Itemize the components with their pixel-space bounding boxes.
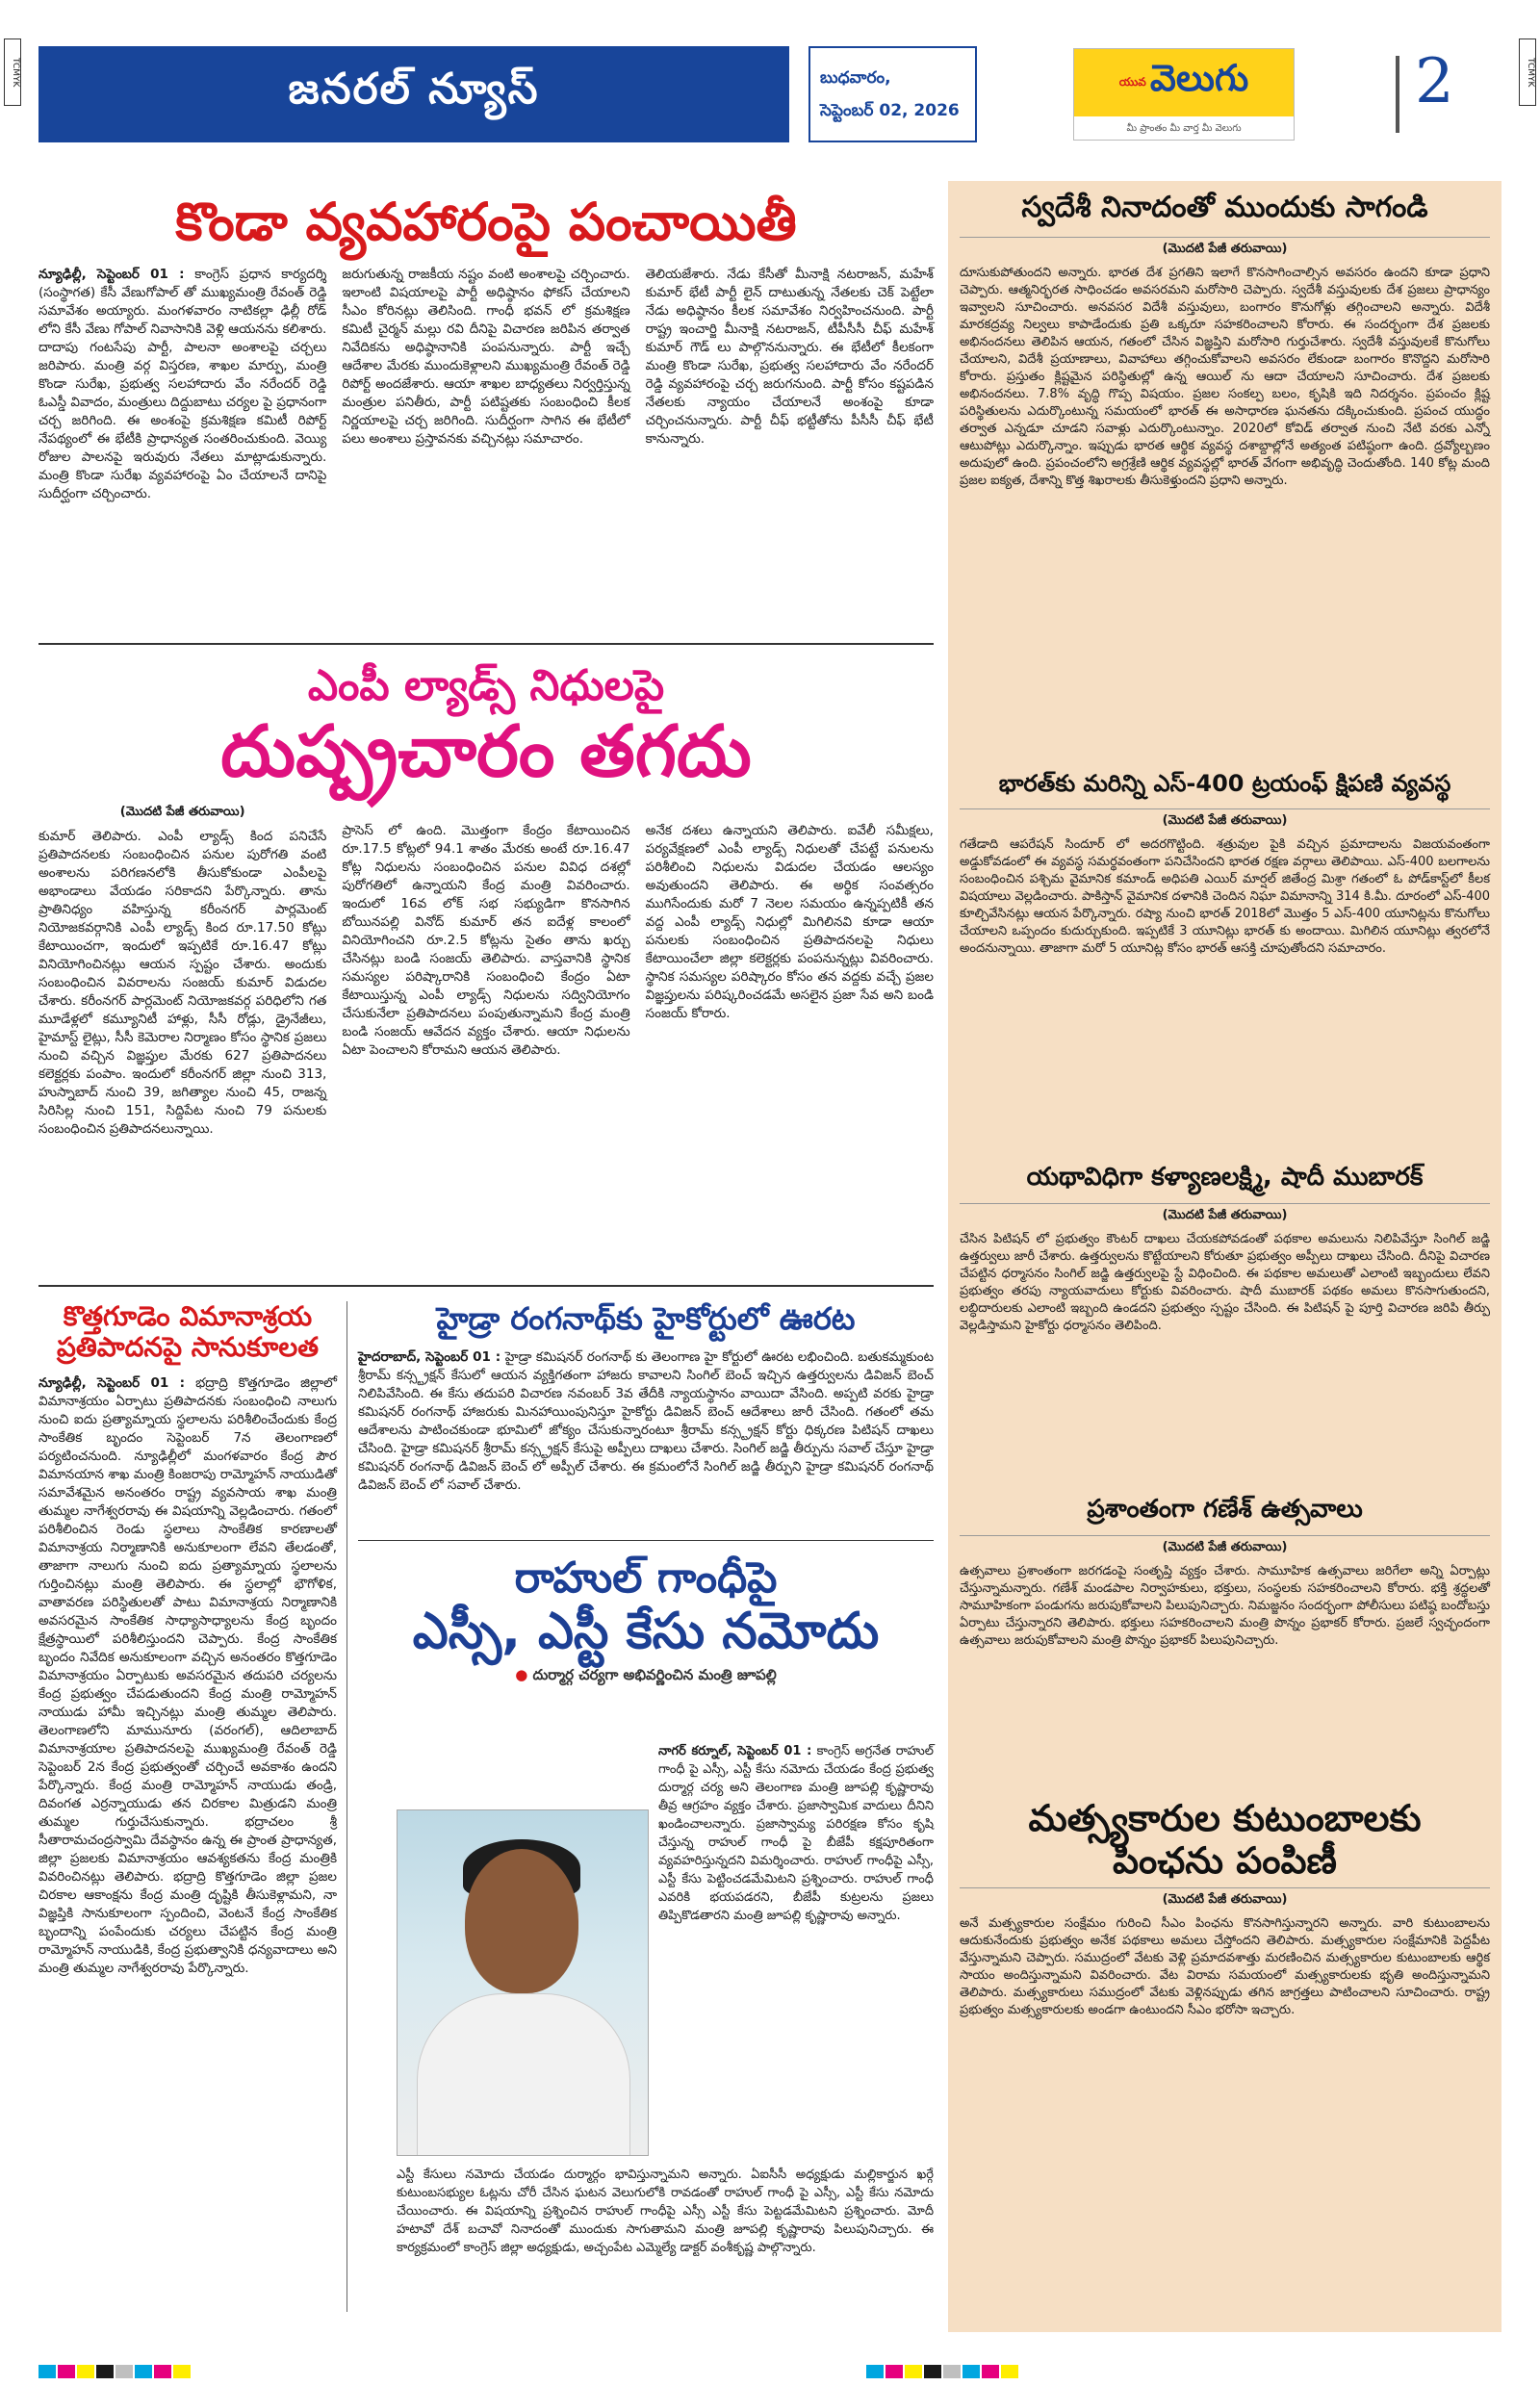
side-s400-headline: భారత్‌కు మరిన్ని ఎస్-400 ట్రయంఫ్ క్షిపణి వ్యవస్థ bbox=[960, 770, 1490, 809]
color-swatch bbox=[905, 2365, 922, 2378]
registration-mark-left: TCMYK bbox=[4, 38, 21, 106]
color-swatch bbox=[866, 2365, 884, 2378]
article-konda-col1 bbox=[38, 266, 326, 509]
article-rahul-headline-2: ఎస్సీ, ఎస్టీ కేసు నమోదు bbox=[412, 1602, 880, 1660]
side-s400-text: గతేడాది ఆపరేషన్ సిందూర్ లో అదరగొట్టింది. శత్రువుల పైకి వచ్చిన ప్రమాదాలను విజయవంతంగా అడ్డుకోవడంలో ఈ వ్యవస్థ సమర్థవంతంగా పనిచేసిందని భారత రక్షణ వర్గాలు తెలిపాయి. ఎస్-400 బలగాలను సంబంధించిన పశ్చిమ వైమానిక కమాండ్ అధిపతి ఎయిర్ మార్షల్ జితేంద్ర మిశ్రా గతంలో ఓ పోడ్‌కాస్ట్‌లో కీలక విషయాలు వెల్లడించారు. పాకిస్తాన్ వైమానిక దళానికి చెందిన నిఘా విమానాన్ని 314 కి.మీ. దూరంలో ఎస్-400 కూల్చివేసినట్లు ఆయన పేర్కొన్నారు. రష్యా నుంచి భారత్ 2018లో మొత్తం 5 ఎస్-400 యూనిట్లను కొనుగోలు చేయాలని ఒప్పందం కుదుర్చుకుంది. ఇప్పటికే 3 యూనిట్లు భారత్ కు అందాయి. మిగిలిన యూనిట్లు త్వరలోనే అందనున్నాయి. తాజాగా మరో 5 యూనిట్ల కోసం భారత్ ఆసక్తి చూపుతోందని సమాచారం. bbox=[960, 837, 1490, 956]
article-kothagudem-body bbox=[38, 1374, 337, 1978]
section-title: జనరల్ న్యూస్ bbox=[288, 64, 540, 114]
color-bar-right bbox=[866, 2365, 1018, 2378]
issue-date-text: సెప్టెంబర్ 02, 2026 bbox=[820, 101, 960, 120]
color-swatch bbox=[982, 2365, 999, 2378]
side-kalyana-text: చేసిన పిటిషన్ లో ప్రభుత్వం కౌంటర్ దాఖలు చేయకపోవడంతో పథకాల అమలును నిలిపివేస్తూ సింగిల్ జడ్జి ఉత్తర్వులు జారీ చేశారు. ఉత్తర్వులను కొట్టేయాలని కోరుతూ ప్రభుత్వం అప్పీలు దాఖలు చేసింది. దీనిపై విచారణ చేపట్టిన ధర్మాసనం సింగిల్ జడ్జి ఉత్తర్వులపై స్టే విధించింది. ఈ పథకాల అమలుతో ఎలాంటి ఇబ్బందులు లేవని ప్రభుత్వం తరపు న్యాయవాదులు కోర్టుకు వివరించారు. షాదీ ముబారక్ పథకం అమలు కొనసాగుతుందని, లబ్ధిదారులకు ఎలాంటి ఇబ్బంది ఉండదని ప్రభుత్వం స్పష్టం చేసింది. ఈ పిటిషన్ పై పూర్తి విచారణ జరిపి తీర్పు వెల్లడిస్తామని హైకోర్టు ధర్మాసనం తెలిపింది. bbox=[960, 1232, 1490, 1333]
side-ganesh-continued: (మొదటి పేజీ తరువాయి) bbox=[1162, 1540, 1288, 1554]
color-bar-left bbox=[38, 2365, 191, 2378]
rule-vertical-kothagudem bbox=[346, 1301, 347, 2312]
article-rahul-subhead-text: దుర్మార్గ చర్యగా అభివర్ణించిన మంత్రి జూపల్లి bbox=[532, 1666, 777, 1684]
side-swadeshi-continued: (మొదటి పేజీ తరువాయి) bbox=[1162, 242, 1288, 256]
article-konda-dateline: న్యూఢిల్లీ, సెప్టెంబర్ 01 : bbox=[38, 267, 185, 283]
side-ganesh bbox=[960, 1495, 1490, 1655]
subhead-bullet-icon: ● bbox=[515, 1666, 528, 1684]
article-konda-col2 bbox=[342, 266, 629, 509]
article-rahul-headline-1: రాహుల్ గాంధీపై bbox=[514, 1553, 778, 1603]
article-hydra bbox=[358, 1301, 934, 1501]
color-swatch bbox=[943, 2365, 961, 2378]
rule-below-konda bbox=[38, 643, 934, 645]
color-swatch bbox=[962, 2365, 980, 2378]
color-swatch bbox=[154, 2365, 171, 2378]
logo-banner bbox=[1074, 49, 1294, 116]
side-fishermen-headline-1: మత్స్యకారుల కుటుంబాలకు bbox=[1028, 1797, 1422, 1839]
article-mplads-headline-2: దుష్ప్రచారం తగదు bbox=[220, 709, 752, 793]
article-mplads-headline-1: ఎంపీ ల్యాడ్స్ నిధులపై bbox=[307, 661, 665, 710]
rule-below-hydra bbox=[358, 1540, 934, 1541]
side-fishermen bbox=[960, 1798, 1490, 2025]
color-swatch bbox=[173, 2365, 191, 2378]
logo-tagline: మీ ప్రాంతం మీ వార్త మీ వెలుగు bbox=[1126, 123, 1242, 134]
newspaper-logo bbox=[1073, 48, 1295, 141]
article-rahul-text-1: కాంగ్రెస్ అగ్రనేత రాహుల్ గాంధీ పై ఎస్సీ, ఎస్టీ కేసు నమోదు చేయడం కేంద్ర ప్రభుత్వ దుర్మార్గ చర్య అని తెలంగాణ మంత్రి జూపల్లి కృష్ణారావు తీవ్ర ఆగ్రహం వ్యక్తం చేశారు. ప్రజాస్వామిక వాదులు దీనిని ఖండించాలన్నారు. ప్రజాస్వామ్య పరిరక్షణ కోసం కృషి చేస్తున్న రాహుల్ గాంధీ పై బీజేపీ కక్షపూరితంగా వ్యవహరిస్తున్నదని విమర్శించారు. రాహుల్ గాంధీపై ఎస్సీ, ఎస్టీ కేసు పెట్టించడమేమిటని ప్రశ్నించారు. రాహుల్ గాంధీ ఎవరికి భయపడరని, బీజేపీ కుట్రలను ప్రజలు తిప్పికొడతారని మంత్రి జూపల్లి కృష్ణారావు అన్నారు. bbox=[658, 1744, 935, 1923]
issue-date bbox=[808, 46, 977, 142]
color-swatch bbox=[96, 2365, 114, 2378]
minister-photo bbox=[397, 1809, 649, 2156]
side-kalyana-continued: (మొదటి పేజీ తరువాయి) bbox=[1162, 1208, 1288, 1222]
article-kothagudem bbox=[38, 1301, 337, 1984]
article-kothagudem-text: భద్రాద్రి కొత్తగూడెం జిల్లాలో విమానాశ్రయం ఏర్పాటు ప్రతిపాదనకు సంబంధించి నాలుగు నుంచి ఐదు ప్రత్యామ్నాయ స్థలాలను పరిశీలించేందుకు కేంద్ర సాంకేతిక బృందం సెప్టెంబర్ 7న తెలంగాణలో పర్యటించనుంది. న్యూఢిల్లీలో మంగళవారం కేంద్ర పౌర విమానయాన శాఖ మంత్రి కింజరాపు రామ్మోహన్ నాయుడితో సమావేశమైన అనంతరం రాష్ట్ర వ్యవసాయ శాఖ మంత్రి తుమ్మల నాగేశ్వరరావు ఈ విషయాన్ని వెల్లడించారు. గతంలో పరిశీలించిన రెండు స్థలాలు సాంకేతిక కారణాలతో విమానాశ్రయ నిర్మాణానికి అనుకూలంగా లేవని తేలడంతో, తాజాగా నాలుగు నుంచి ఐదు ప్రత్యామ్నాయ స్థలాలను గుర్తించినట్లు మంత్రి తెలిపారు. ఈ స్థలాల్లో భౌగోళిక, వాతావరణ పరిస్థితులతో పాటు విమానాశ్రయ నిర్మాణానికి అవసరమైన సాంకేతిక సాధ్యాసాధ్యాలను కేంద్ర బృందం క్షేత్రస్థాయిలో పరిశీలిస్తుందని చెప్పారు. కేంద్ర సాంకేతిక బృందం నివేదిక అనుకూలంగా వచ్చిన అనంతరం కొత్తగూడెం విమానాశ్రయం ఏర్పాటుకు అవసరమైన తదుపరి చర్యలను కేంద్ర ప్రభుత్వం చేపడుతుందని కేంద్ర మంత్రి రామ్మోహన్ నాయుడు హామీ ఇచ్చినట్లు మంత్రి తుమ్మల తెలిపారు. తెలంగాణలోని మామునూరు (వరంగల్), ఆదిలాబాద్ విమానాశ్రయాల ప్రతిపాదనలపై ముఖ్యమంత్రి రేవంత్ రెడ్డి సెప్టెంబర్ 2న కేంద్ర ప్రభుత్వంతో చర్చించే అవకాశం ఉందని పేర్కొన్నారు. కేంద్ర మంత్రి రామ్మోహన్ నాయుడు తండ్రి, దివంగత ఎర్రన్నాయుడు తన చిరకాల మిత్రుడని మంత్రి తుమ్మల గుర్తుచేసుకున్నారు. భద్రాచలం శ్రీ సీతారామచంద్రస్వామి దేవస్థానం ఉన్న ఈ ప్రాంత ప్రాధాన్యత, జిల్లా ప్రజలకు విమానాశ్రయం ఆవశ్యకతను కేంద్ర మంత్రికి వివరించినట్లు తెలిపారు. భద్రాద్రి కొత్తగూడెం జిల్లా ప్రజల చిరకాల ఆకాంక్షను కేంద్ర మంత్రి దృష్టికి తీసుకెళ్లామని, నా విజ్ఞప్తికి సానుకూలంగా స్పందించి, వెంటనే కేంద్ర సాంకేతిక బృందాన్ని పంపేందుకు చర్యలు చేపట్టిన కేంద్ర మంత్రి రామ్మోహన్ నాయుడికి, కేంద్ర ప్రభుత్వానికి ధన్యవాదాలు అని మంత్రి తుమ్మల నాగేశ్వరరావు పేర్కొన్నారు. bbox=[38, 1375, 338, 1977]
side-fishermen-headline-2: పింఛను పంపిణీ bbox=[960, 1840, 1490, 1889]
color-swatch bbox=[135, 2365, 152, 2378]
article-konda-col3 bbox=[646, 266, 934, 509]
section-banner bbox=[38, 46, 789, 142]
article-konda-headline: కొండా వ్యవహారంపై పంచాయితీ bbox=[175, 192, 797, 252]
article-hydra-body bbox=[358, 1348, 934, 1495]
article-rahul-text-2: ఎస్టీ కేసులు నమోదు చేయడం దుర్మార్గం భావిస్తున్నామని అన్నారు. ఏఐసీసీ అధ్యక్షుడు మల్లికార్జున ఖర్గే కుటుంబసభ్యుల ఓట్లను చోరీ చేసిన ఘటన వెలుగులోకి రావడంతో రాహుల్ గాంధీ పై ఎస్సీ, ఎస్టీ కేసు నమోదు చేయించారు. ఈ విషయాన్ని ప్రశ్నించిన రాహుల్ గాంధీపై ఎస్సీ ఎస్టీ కేసు పెట్టడమేమిటని ప్రశ్నించారు. మోదీ హటావో దేశ్ బచావో నినాదంతో ముందుకు సాగుతామని మంత్రి జూపల్లి కృష్ణారావు పిలుపునిచ్చారు. ఈ కార్యక్రమంలో కాంగ్రెస్ జిల్లా అధ్యక్షుడు, అచ్చంపేట ఎమ్మెల్యే డాక్టర్ వంశీకృష్ణ పాల్గొన్నారు. bbox=[397, 2168, 934, 2255]
color-swatch bbox=[924, 2365, 941, 2378]
color-swatch bbox=[58, 2365, 75, 2378]
article-mplads-text-2: ప్రాసెస్ లో ఉంది. మొత్తంగా కేంద్రం కేటాయించిన రూ.17.5 కోట్లలో 94.1 శాతం మేరకు అంటే రూ.16.47 కోట్ల నిధులను సంబంధించిన పనుల వివిధ దశల్లో పురోగతిలో ఉన్నాయని కేంద్ర మంత్రి వివరించారు. ఇందులో 16వ లోక్ సభ సభ్యుడిగా కొనసాగిన బోయినపల్లి వినోద్ కుమార్ తన ఐదేళ్ల కాలంలో వినియోగించని రూ.2.5 కోట్లను సైతం తాను ఖర్చు చేసినట్లు బండి సంజయ్ తెలిపారు. వాస్తవానికి స్థానిక సమస్యల పరిష్కారానికి సంబంధించి కేంద్రం ఏటా కేటాయిస్తున్న ఎంపీ ల్యాడ్స్ నిధులను సద్వినియోగం చేసుకునేలా ప్రతిపాదనలు పంపుతున్నామని కేంద్ర మంత్రి బండి సంజయ్ ఆవేదన వ్యక్తం చేశారు. ఆయా నిధులను ఏటా పెంచాలని కోరామని ఆయన తెలిపారు. bbox=[342, 822, 630, 1058]
article-rahul bbox=[358, 1554, 934, 1687]
color-swatch bbox=[1001, 2365, 1018, 2378]
article-rahul-subhead bbox=[358, 1666, 934, 1687]
article-hydra-text: హైడ్రా కమిషనర్ రంగనాథ్ కు తెలంగాణ హై కోర్టులో ఊరట లభించింది. బతుకమ్మకుంట శ్రీరామ్ కన్స్ట్రక్షన్ కేసులో ఆయన వ్యక్తిగతంగా హాజరు కావాలని సింగిల్ బెంచ్ ఇచ్చిన ఉత్తర్వులను డివిజన్ బెంచ్ నిలిపివేసింది. ఈ కేసు తదుపరి విచారణ నవంబర్ 3వ తేదీకి న్యాయస్థానం వాయిదా వేసింది. అప్పటి వరకు హైడ్రా కమిషనర్ రంగనాథ్ హాజరుకు మినహాయింపునిస్తూ హైకోర్టు డివిజన్ బెంచ్ ఆదేశాలు జారీ చేసింది. గతంలో తమ ఆదేశాలను పాటించకుండా భూమిలో జోక్యం చేసుకున్నారంటూ శ్రీరామ్ కన్స్ట్రక్షన్ కోర్టు ధిక్కరణ పిటిషన్ దాఖలు చేసింది. హైడ్రా కమిషనర్ శ్రీరామ్ కన్స్ట్రక్షన్ కేసుపై అప్పీలు దాఖలు చేశారు. సింగిల్ జడ్జి తీర్పును సవాల్ చేస్తూ హైడ్రా కమిషనర్ రంగనాథ్ డివిజన్ బెంచ్ లో అప్పీల్ చేశారు. ఈ క్రమంలోనే సింగిల్ జడ్జి తీర్పుని హైడ్రా కమిషనర్ రంగనాథ్ డివిజన్ బెంచ్ లో సవాల్ చేశారు. bbox=[358, 1348, 935, 1493]
header-divider bbox=[1396, 56, 1399, 133]
side-swadeshi-headline: స్వదేశీ నినాదంతో ముందుకు సాగండి bbox=[960, 191, 1490, 238]
registration-mark-right: TCMYK bbox=[1519, 38, 1536, 106]
side-kalyana-headline: యథావిధిగా కళ్యాణలక్ష్మి, షాదీ ముబారక్ bbox=[960, 1163, 1490, 1204]
article-kothagudem-headline: కొత్తగూడెం విమానాశ్రయ ప్రతిపాదనపై సానుకూలత bbox=[56, 1300, 320, 1364]
article-konda bbox=[38, 192, 934, 509]
article-rahul-col1 bbox=[658, 1742, 934, 1931]
side-ganesh-text: ఉత్సవాలు ప్రశాంతంగా జరగడంపై సంతృప్తి వ్యక్తం చేశారు. సామూహిక ఉత్సవాలు జరిగేలా అన్ని ఏర్పాట్లు చేస్తున్నామన్నారు. గణేశ్ మండపాల నిర్వాహకులు, భక్తులు, సంస్థలకు సహకరించాలని కోరారు. భక్తి శ్రద్ధలతో సామూహికంగా పండుగను జరుపుకోవాలని పిలుపునిచ్చారు. నిమజ్జనం సందర్భంగా పోలీసులు పటిష్ఠ బందోబస్తు ఏర్పాటు చేస్తున్నారని తెలిపారు. భక్తులు సహకరించాలని మంత్రి పొన్నం ప్రభాకర్ కోరారు. ప్రజలే స్వచ్ఛందంగా ఉత్సవాలు జరుపుకోవాలని మంత్రి పొన్నం ప్రభాకర్ పిలుపునిచ్చారు. bbox=[960, 1564, 1490, 1648]
color-swatch bbox=[38, 2365, 56, 2378]
side-fishermen-continued: (మొదటి పేజీ తరువాయి) bbox=[1162, 1892, 1288, 1908]
color-swatch bbox=[116, 2365, 133, 2378]
color-swatch bbox=[886, 2365, 903, 2378]
article-kothagudem-dateline: న్యూఢిల్లీ, సెప్టెంబర్ 01 : bbox=[38, 1375, 186, 1392]
logo-text: వెలుగు bbox=[1149, 57, 1249, 99]
article-mplads-text-1: కుమార్ తెలిపారు. ఎంపీ ల్యాడ్స్ కింద పనిచేసే ప్రతిపాదనలకు సంబంధించిన పనుల పురోగతి వంటి అంశాలను పరిగణనలోకి తీసుకోకుండా ఎంపీలపై అభాండాలు వేయడం సరికాదని పేర్కొన్నారు. తాను ప్రాతినిధ్యం వహిస్తున్న కరీంనగర్ పార్లమెంట్ నియోజకవర్గానికి ఎంపీ ల్యాడ్స్ కింద రూ.17.50 కోట్లు కేటాయించగా, ఇందులో ఇప్పటికే రూ.16.47 కోట్లు వినియోగించినట్లు ఆయన స్పష్టం చేశారు. అందుకు సంబంధించిన వివరాలను సంజయ్ కుమార్ విడుదల చేశారు. కరీంనగర్ పార్లమెంట్ నియోజకవర్గ పరిధిలోని గత మూడేళ్లలో కమ్యూనిటీ హాళ్లు, సీసీ రోడ్లు, డ్రైనేజీలు, హైమాస్ట్ లైట్లు, సీసీ కెమెరాల నిర్మాణం కోసం స్థానిక ప్రజలు నుంచి వచ్చిన విజ్ఞప్తుల మేరకు 627 ప్రతిపాదనలు కలెక్టర్లకు పంపాం. ఇందులో కరీంనగర్ జిల్లా నుంచి 313, హుస్నాబాద్ నుంచి 39, జగిత్యాల నుంచి 45, రాజన్న సిరిసిల్ల నుంచి 151, సిద్దిపేట నుంచి 79 పనులకు సంబంధించిన ప్రతిపాదనలున్నాయి. bbox=[38, 828, 327, 1137]
article-hydra-headline: హైడ్రా రంగనాథ్‌కు హైకోర్టులో ఊరట bbox=[436, 1300, 856, 1337]
side-s400 bbox=[960, 770, 1490, 963]
article-mplads-col1 bbox=[38, 801, 326, 1144]
article-mplads-text-3: అనేక దశలు ఉన్నాయని తెలిపారు. ఐవేలీ సమీక్షలు, పర్యవేక్షణలో ఎంపీ ల్యాడ్స్ నిధులతో చేపట్టే పనులను పరిశీలించి నిధులను విడుదల చేయడం ఆలస్యం అవుతుందని తెలిపారు. ఈ అర్థిక సంవత్సరం ముగిసేందుకు మరో 7 నెలల సమయం ఉన్నప్పటికీ తన వద్ద ఎంపీ ల్యాడ్స్ నిధుల్లో మిగిలినవి కూడా ఆయా పనులకు సంబంధించిన ప్రతిపాదనలపై నిధులు కేటాయించేలా జిల్లా కలెక్టర్లకు పంపనున్నట్లు వివరించారు. స్థానిక సమస్యల పరిష్కారం కోసం తన వద్దకు వచ్చే ప్రజల విజ్ఞప్తులను పరిష్కరించడమే అసలైన ప్రజా సేవ అని బండి సంజయ్ కోరారు. bbox=[645, 822, 934, 1021]
photo-face bbox=[465, 1849, 578, 1993]
article-konda-text-3: తెలియజేశారు. నేడు కేసీతో మీనాక్షి నటరాజన్, మహేశ్ కుమార్ భేటీ పార్టీ లైన్ దాటుతున్న నేతలకు చెక్ పెట్టేలా నేడు అధిష్ఠానం కీలక సమావేశం నిర్వహించనుంది. పార్టీ రాష్ట్ర ఇంచార్జి మీనాక్షి నటరాజన్, టీపీసీసీ చీఫ్ మహేశ్ కుమార్ గౌడ్ లు పాల్గొననున్నారు. ఈ భేటీలో కీలకంగా మంత్రి కొండా సురేఖ, ప్రభుత్వ సలహాదారు వేం నరేందర్ రెడ్డి వ్యవహారంపై చర్చ జరుగనుంది. పార్టీ కోసం కష్టపడిన నేతలకు న్యాయం చేయాలనే అంశంపై కూడా చర్చించనున్నారు. పార్టీ చీఫ్ భట్టీతోను పీసీసీ చీఫ్ భేటీ కానున్నారు. bbox=[645, 267, 934, 448]
article-konda-text-1: కాంగ్రెస్ ప్రధాన కార్యదర్శి (సంస్థాగత) కేసీ వేణుగోపాల్ తో ముఖ్యమంత్రి రేవంత్ రెడ్డి సమావేశం అయ్యారు. మంగళవారం నాటికల్లా ఢిల్లీ రోడ్ లోని కేసీ వేణు గోపాల్ నివాసానికి వెళ్లి ఆయనను కలిశారు. దాదాపు గంటసేపు పార్టీ, పాలనా అంశాలపై చర్చలు జరిపారు. మంత్రి వర్గ విస్తరణ, శాఖల మార్పు, మంత్రి కొండా సురేఖ, ప్రభుత్వ సలహాదారు వేం నరేందర్ రెడ్డి ఓఎస్డీ వివాదం, మంత్రులు దిద్దుబాటు చర్యల పై ప్రధానంగా చర్చ జరిగింది. ఈ అంశంపై క్రమశిక్షణ కమిటీ రిపోర్ట్ నేపథ్యంలో ఈ భేటీకి ప్రాధాన్యత సంతరించుకుంది. వెయ్యి రోజుల పాలనపై ఇరువురు నేతలు మాట్లాడుకున్నారు. మంత్రి కొండా సురేఖ వ్యవహారంపై ఏం చేయాలనే దానిపై సుదీర్ఘంగా చర్చించారు. bbox=[38, 267, 327, 502]
article-mplads-col2 bbox=[342, 801, 629, 1144]
side-swadeshi bbox=[960, 191, 1490, 496]
photo-body bbox=[417, 1993, 630, 2156]
logo-small-text: యువ bbox=[1118, 74, 1146, 89]
color-swatch bbox=[77, 2365, 94, 2378]
side-swadeshi-text: దూసుకుపోతుందని అన్నారు. భారత దేశ ప్రగతిని ఇలాగే కొనసాగించాల్సిన అవసరం ఉందని కూడా ప్రధాని చెప్పారు. ఆత్మనిర్భరత సాధించడం అవసరమని మరోసారి చెప్పారు. స్వదేశీ వస్తువులకు దేశ ప్రజలు ప్రాధాన్యం ఇవ్వాలని సూచించారు. అనవసర విదేశీ వస్తువులు, బంగారం కొనుగోళ్లు తగ్గించాలని అన్నారు. విదేశీ మారకద్రవ్య నిల్వలు కాపాడేందుకు ప్రతి ఒక్కరూ సహకరించాలని కోరారు. ఈ సందర్భంగా దేశ ప్రజలకు అభినందనలు తెలిపిన ఆయన, గతంలో చేసిన విజ్ఞప్తిని మరోసారి గుర్తుచేశారు. స్వదేశీ వస్తువులకే కొనుగోలు చేయాలని, విదేశీ ప్రయాణాలు, వివాహాలు తగ్గించుకోవాలని అవసరం లేకుండా బంగారం కొనొద్దని మరోసారి కోరారు. ప్రస్తుతం క్లిష్టమైన పరిస్థితుల్లో ఉన్న ఆయిల్ ను ఆదా చేయాలని సూచించారు. దేశ ప్రజలకు అభినందనలు. 7.8% వృద్ధి గొప్ప విషయం. ప్రజల సంకల్ప బలం, కృషికి ఇది నిదర్శనం. ప్రపంచం క్లిష్ట పరిస్థితులను ఎదుర్కొంటున్న సమయంలో భారత్ ఈ అసాధారణ ఘనతను దక్కించుకుంది. ప్రపంచ యుద్ధం తర్వాత ఎన్నడూ చూడని సవాళ్లు ఎదుర్కొంటున్నాం. 2020లో కోవిడ్ తర్వాత నుంచి నేటి వరకు ఎన్నో ఆటుపోట్లు ఎదుర్కొన్నాం. ఇప్పుడు భారత ఆర్థిక వ్యవస్థ దశాబ్దాల్లోనే అత్యంత పటిష్ఠంగా ఉంది. ద్రవ్యోల్బణం అదుపులో ఉంది. ప్రపంచంలోని అగ్రశ్రేణి ఆర్థిక వ్యవస్థల్లో భారత్ వేగంగా అభివృద్ధి చెందుతోంది. 140 కోట్ల మంది ప్రజల ఐక్యత, దేశాన్ని కొత్త శిఖరాలకు తీసుకెళ్తుందని ప్రధాని అన్నారు. bbox=[960, 266, 1490, 488]
article-mplads-continued: (మొదటి పేజీ తరువాయి) bbox=[119, 804, 245, 819]
side-kalyana bbox=[960, 1163, 1490, 1341]
page-header bbox=[38, 37, 1502, 157]
issue-day: బుధవారం, bbox=[820, 68, 891, 88]
article-konda-text-2: జరుగుతున్న రాజకీయ నష్టం వంటి అంశాలపై చర్చించారు. ఇలాంటి విషయాలపై పార్టీ అధిష్ఠానం ఫోకస్ చేయాలని సీఎం కోరినట్లు తెలిసింది. గాంధీ భవన్ లో క్రమశిక్షణ కమిటీ చైర్మన్ మల్లు రవి దీనిపై విచారణ జరిపిన తర్వాత నివేదికను అధిష్ఠానానికి పంపనున్నారు. పార్టీ ఇచ్చే ఆదేశాల మేరకు ముందుకెళ్లాలని ముఖ్యమంత్రి రేవంత్ రెడ్డి రిపోర్ట్ అందజేశారు. ఆయా శాఖల బాధ్యతలు నిర్వర్తిస్తున్న మంత్రుల పనితీరు, పార్టీ పటిష్టతకు సంబంధించి కీలక నిర్ణయాలపై చర్చ జరిగింది. సుదీర్ఘంగా సాగిన ఈ భేటీలో పలు అంశాలు ప్రస్తావనకు వచ్చినట్లు సమాచారం. bbox=[342, 267, 630, 448]
side-ganesh-headline: ప్రశాంతంగా గణేశ్ ఉత్సవాలు bbox=[960, 1495, 1490, 1536]
article-mplads bbox=[38, 662, 934, 1144]
article-hydra-dateline: హైదరాబాద్, సెప్టెంబర్ 01 : bbox=[358, 1348, 501, 1365]
article-mplads-col3 bbox=[646, 801, 934, 1144]
sidebar bbox=[948, 181, 1502, 2332]
side-fishermen-text: అనే మత్స్యకారుల సంక్షేమం గురించి సీఎం పింఛను కొనసాగిస్తున్నారని అన్నారు. వారి కుటుంబాలను ఆదుకునేందుకు ప్రభుత్వం అనేక పథకాలు అమలు చేస్తోందని తెలిపారు. మత్స్యకారుల సంక్షేమానికి పెద్దపీట వేస్తున్నామని చెప్పారు. సముద్రంలో వేటకు వెళ్లి ప్రమాదవశాత్తు మరణించిన మత్స్యకారుల కుటుంబాలకు ఆర్థిక సాయం అందిస్తున్నామని వివరించారు. వేట విరామ సమయంలో మత్స్యకారులకు భృతి అందిస్తున్నామని తెలిపారు. మత్స్యకారులు సముద్రంలో వేటకు వెళ్లినప్పుడు తగిన జాగ్రత్తలు పాటించాలని సూచించారు. రాష్ట్ర ప్రభుత్వం మత్స్యకారులకు అండగా ఉంటుందని సీఎం భరోసా ఇచ్చారు. bbox=[960, 1916, 1490, 2018]
side-s400-continued: (మొదటి పేజీ తరువాయి) bbox=[1162, 813, 1288, 828]
article-rahul-dateline: నాగర్ కర్నూల్, సెప్టెంబర్ 01 : bbox=[658, 1744, 812, 1758]
page-number: 2 bbox=[1415, 46, 1454, 117]
rule-below-mplads bbox=[38, 1285, 934, 1287]
article-rahul-col2 bbox=[397, 2166, 934, 2263]
